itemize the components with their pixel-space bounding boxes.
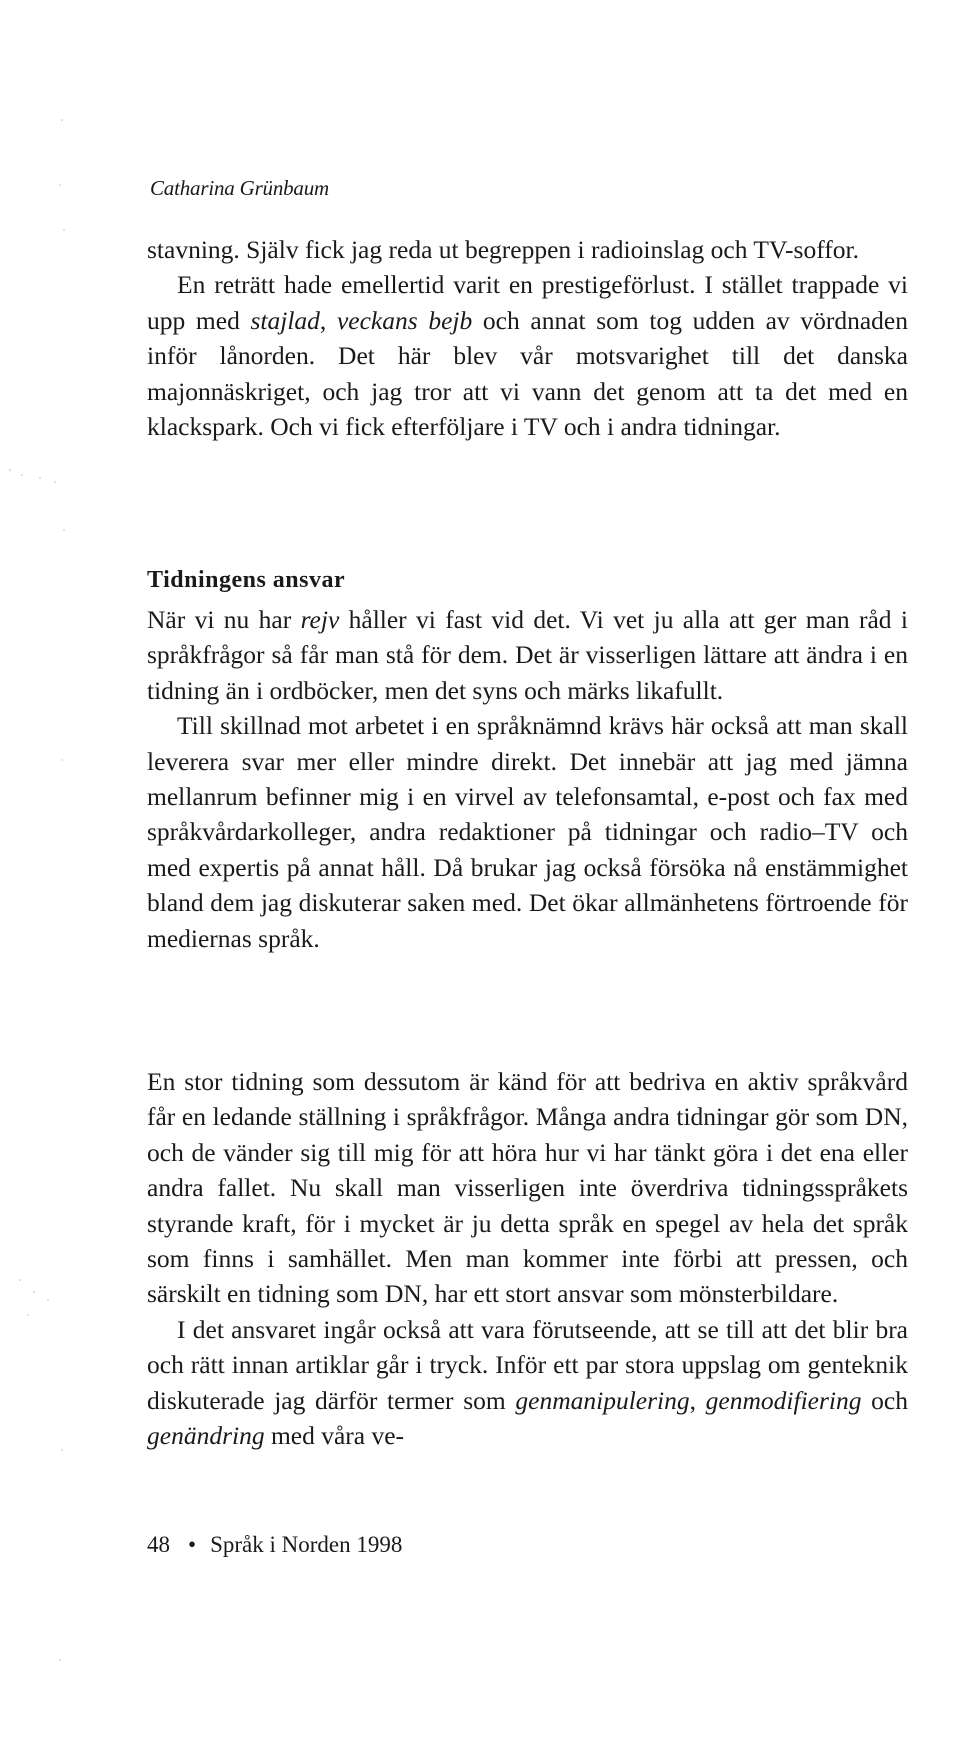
section-text [147, 602, 908, 956]
intro-text [147, 232, 908, 444]
intro-paragraph-1: stavning. Själv fick jag reda ut begreppen i radioinslag och TV-soffor. [147, 235, 859, 264]
page-number: 48 [147, 1532, 170, 1557]
running-head-author: Catharina Grünbaum [150, 176, 330, 200]
closing-p2-sep: , [689, 1385, 706, 1415]
closing-p2-text-b: med våra ve- [264, 1421, 405, 1451]
closing-paragraph-2 [147, 1312, 908, 1454]
section-paragraph-2: Till skillnad mot arbetet i en språknämnd krävs här också att man skall leverera svar mer eller mindre direkt. Det innebär att jag med jämna mellanrum befinner mig i en virvel av telefonsamtal, e-post och fax med språkvårdarkolleger, andra redaktioner på tidningar och radio–TV och med expertis på annat håll. Då brukar jag också försöka nå enstämmighet bland dem jag diskuterar saken med. Det ökar allmänhetens förtroende för mediernas språk. [147, 711, 908, 953]
closing-p2-mid: och [861, 1385, 908, 1415]
section-heading: Tidningens ansvar [147, 567, 346, 593]
intro-p2-text-b: och annat som tog udden av vördnaden inför lånorden. Det här blev vår motsvarighet till det danska majonnäskriget, och jag tror att vi vann det genom att ta det med en klackspark. Och vi fick efterföljare i TV och i andra tidningar. [147, 305, 909, 442]
term-genandring: genändring [147, 1421, 265, 1451]
page-footer [147, 1532, 402, 1558]
intro-p2-text-a: En reträtt hade emellertid varit en prestigeförlust. I stället trappade vi upp med [147, 270, 908, 335]
term-stajlad: stajlad [250, 305, 320, 335]
closing-p2-text-a: I det ansvaret ingår också att vara förutseende, att se till att det blir bra och rätt innan artiklar går i tryck. Inför ett par stora uppslag om genteknik diskuterade jag därför termer som [147, 1314, 908, 1415]
section-p1-text-b: håller vi fast vid det. Vi vet ju alla att ger man råd i språkfrågor så får man stå för dem. Det är visserligen lättare att ändra i en tidning än i ordböcker, men det syns och märks likafullt. [147, 605, 908, 705]
term-veckans-bejb: veckans bejb [336, 305, 473, 335]
closing-paragraph-1: En stor tidning som dessutom är känd för att bedriva en aktiv språkvård får en ledande ställning i språkfrågor. Många andra tidningar gör som DN, och de vänder sig till mig för att höra hur vi har tänkt göra i det ena eller andra fallet. Nu skall man visserligen inte överdriva tidningsspråkets styrande kraft, för i mycket är ju detta språk en spegel av hela det språk som finns i samhället. Men man kommer inte förbi att pressen, och särskilt en tidning som DN, har ett stort ansvar som mönsterbildare. [147, 1067, 908, 1309]
intro-p2-sep: , [319, 305, 337, 335]
intro-paragraph-2 [147, 267, 908, 444]
term-rejv: rejv [300, 605, 340, 634]
section-paragraph-1 [147, 602, 908, 708]
publication-title: Språk i Norden 1998 [210, 1532, 403, 1557]
term-genmanipulering: genmanipulering [515, 1385, 690, 1415]
section-p1-text-a: När vi nu har [147, 605, 301, 634]
footer-bullet: • [188, 1532, 197, 1557]
closing-text [147, 1064, 908, 1453]
term-genmodifiering: genmodifiering [705, 1385, 862, 1415]
